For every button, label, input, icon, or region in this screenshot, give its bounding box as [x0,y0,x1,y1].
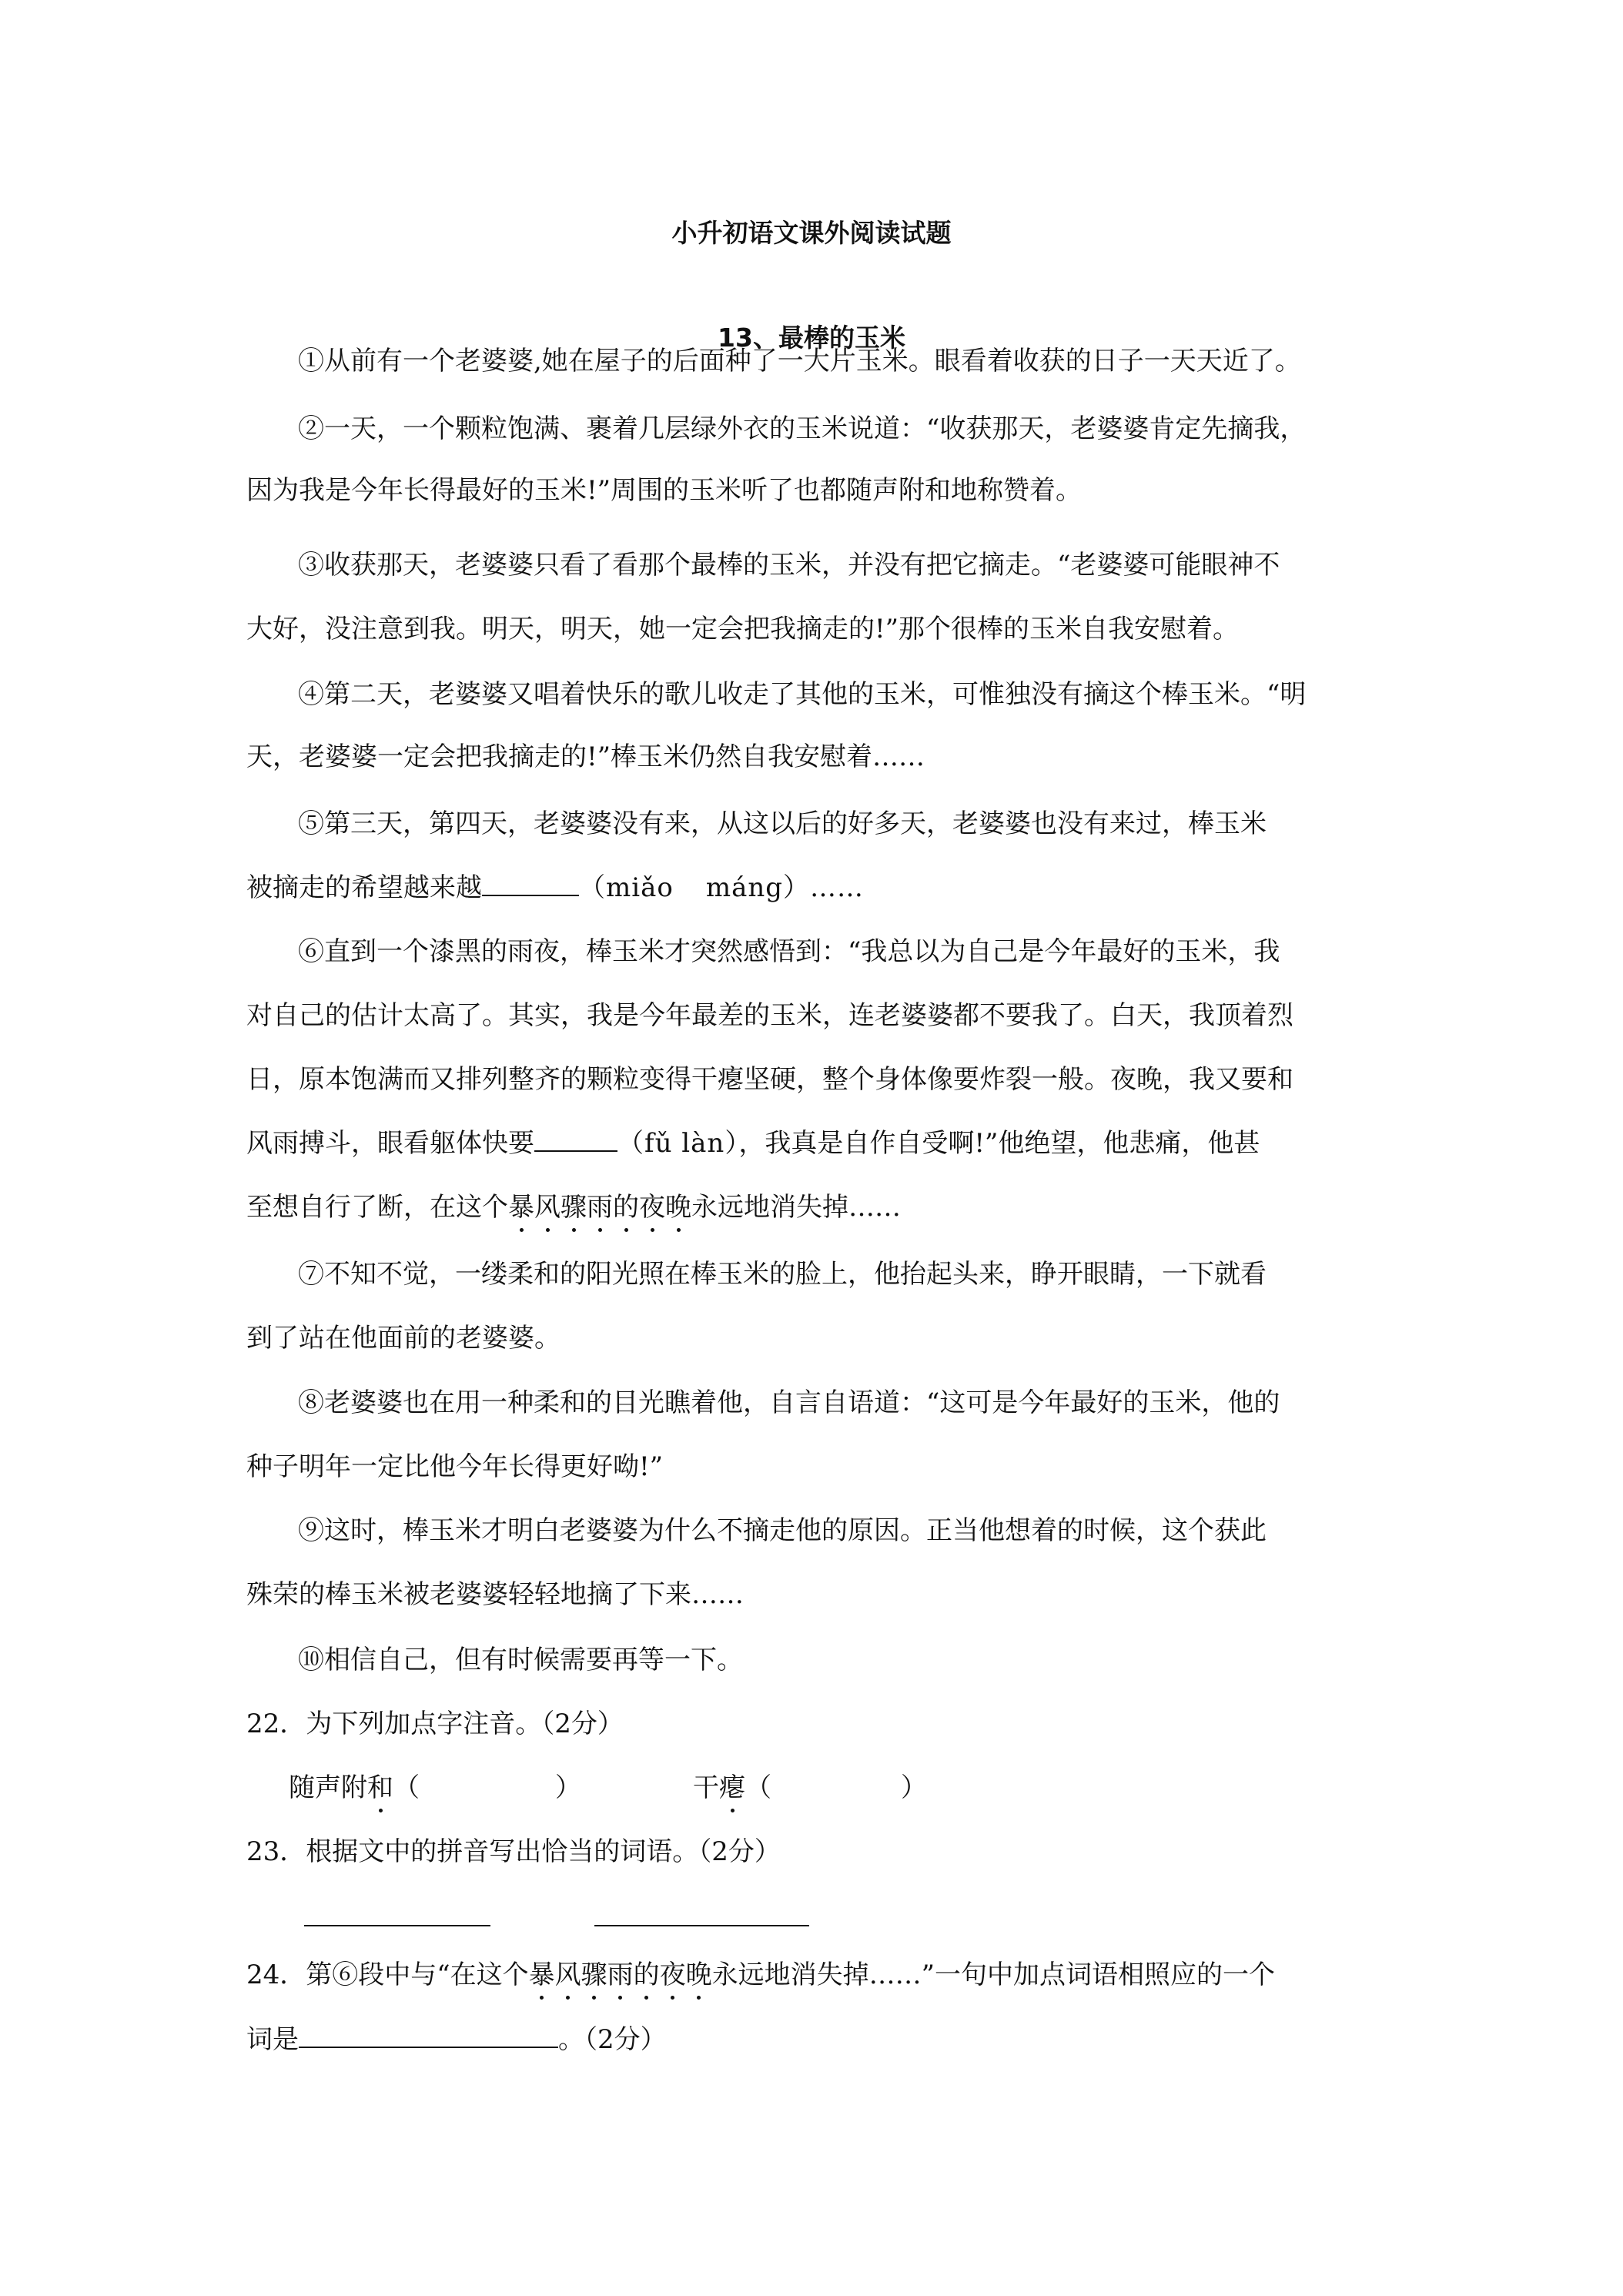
dotted-phrase [508,1192,691,1223]
answer-blank-3 [299,2023,558,2048]
paragraph-6-line-4: 风雨搏斗，眼看躯体快要 （fǔ làn），我真是自作自受啊!”他绝望，他悲痛，他甚 [246,1128,1260,1159]
paragraph-5-line-1: ⑤第三天，第四天，老婆婆没有来，从这以后的好多天，老婆婆也没有来过，棒玉米 [298,808,1267,839]
paragraph-10: ⑩相信自己，但有时候需要再等一下。 [298,1645,743,1675]
article-title: 13、最棒的玉米 [718,323,905,353]
answer-blank-2 [534,1127,617,1152]
paragraph-3-line-1: ③收获那天，老婆婆只看了看那个最棒的玉米，并没有把它摘走。“老婆婆可能眼神不 [298,550,1280,581]
paragraph-6-line-2: 对自己的估计太高了。其实，我是今年最差的玉米，连老婆婆都不要我了。白天，我顶着烈 [246,1000,1293,1031]
paragraph-6-line-5: 至想自行了断，在这个暴风骤雨的夜晚永远地消失掉…… [246,1192,901,1223]
question-22-word-1: 随声附和（ ） [289,1772,581,1803]
paragraph-8-line-2: 种子明年一定比他今年长得更好呦!” [246,1451,664,1482]
answer-blank-1 [482,872,579,896]
paragraph-8-line-1: ⑧老婆婆也在用一种柔和的目光瞧着他，自言自语道：“这可是今年最好的玉米，他的 [298,1387,1280,1418]
dotted-char: 夜 [659,1960,686,1990]
dotted-char: 的 [633,1960,660,1990]
paragraph-2-line-1: ②一天，一个颗粒饱满、裹着几层绿外衣的玉米说道：“收获那天，老婆婆肯定先摘我， [298,413,1307,444]
page-title: 小升初语文课外阅读试题 [671,218,952,248]
answer-line-2 [594,1925,809,1926]
paragraph-4-line-1: ④第二天，老婆婆又唱着快乐的歌儿收走了其他的玉米，可惟独没有摘这个棒玉米。“明 [298,679,1307,710]
dotted-char: 晚 [685,1960,712,1990]
dotted-char: 夜 [639,1192,665,1223]
question-23: 23．根据文中的拼音写出恰当的词语。（2分） [246,1836,781,1867]
dotted-char: 和 [367,1772,393,1803]
dotted-char: 骤 [561,1192,587,1223]
dotted-char: 风 [534,1192,561,1223]
dotted-char: 雨 [587,1192,613,1223]
paragraph-2-line-2: 因为我是今年长得最好的玉米!”周围的玉米听了也都随声附和地称赞着。 [246,475,1083,506]
paragraph-9-line-2: 殊荣的棒玉米被老婆婆轻轻地摘了下来…… [246,1579,744,1610]
paragraph-6-line-1: ⑥直到一个漆黑的雨夜，棒玉米才突然感悟到：“我总以为自己是今年最好的玉米，我 [298,936,1280,967]
dotted-char: 暴 [508,1192,534,1223]
paragraph-3-line-2: 大好，没注意到我。明天，明天，她一定会把我摘走的!”那个很棒的玉米自我安慰着。 [246,614,1240,644]
dotted-char: 雨 [607,1960,634,1990]
dotted-phrase [529,1960,712,1990]
paragraph-5-line-2: 被摘走的希望越来越 （miǎo máng）…… [246,872,865,903]
paragraph-7-line-1: ⑦不知不觉，一缕柔和的阳光照在棒玉米的脸上，他抬起头来，睁开眼睛，一下就看 [298,1259,1267,1290]
dotted-char: 的 [613,1192,639,1223]
question-22-word-2: 干瘪（ ） [693,1772,927,1803]
dotted-char: 瘪 [719,1772,745,1803]
dotted-char: 晚 [665,1192,691,1223]
paragraph-9-line-1: ⑨这时，棒玉米才明白老婆婆为什么不摘走他的原因。正当他想着的时候，这个获此 [298,1515,1267,1546]
paragraph-1-line-1: ①从前有一个老婆婆,她在屋子的后面种了一大片玉米。眼看着收获的日子一天天近了。 [298,346,1301,377]
paragraph-4-line-2: 天，老婆婆一定会把我摘走的!”棒玉米仍然自我安慰着…… [246,741,925,772]
paragraph-6-line-3: 日，原本饱满而又排列整齐的颗粒变得干瘪坚硬，整个身体像要炸裂一般。夜晚，我又要和 [246,1064,1293,1095]
dotted-char: 暴 [528,1960,555,1990]
question-24-line-2: 词是 。（2分） [246,2024,667,2055]
paragraph-7-line-2: 到了站在他面前的老婆婆。 [246,1323,561,1354]
dotted-char: 风 [554,1960,581,1990]
dotted-char: 骤 [581,1960,607,1990]
question-22: 22．为下列加点字注音。（2分） [246,1709,624,1739]
answer-line-1 [304,1925,490,1926]
question-24-line-1: 24．第⑥段中与“在这个暴风骤雨的夜晚永远地消失掉……”一句中加点词语相照应的一个 [246,1960,1276,1990]
